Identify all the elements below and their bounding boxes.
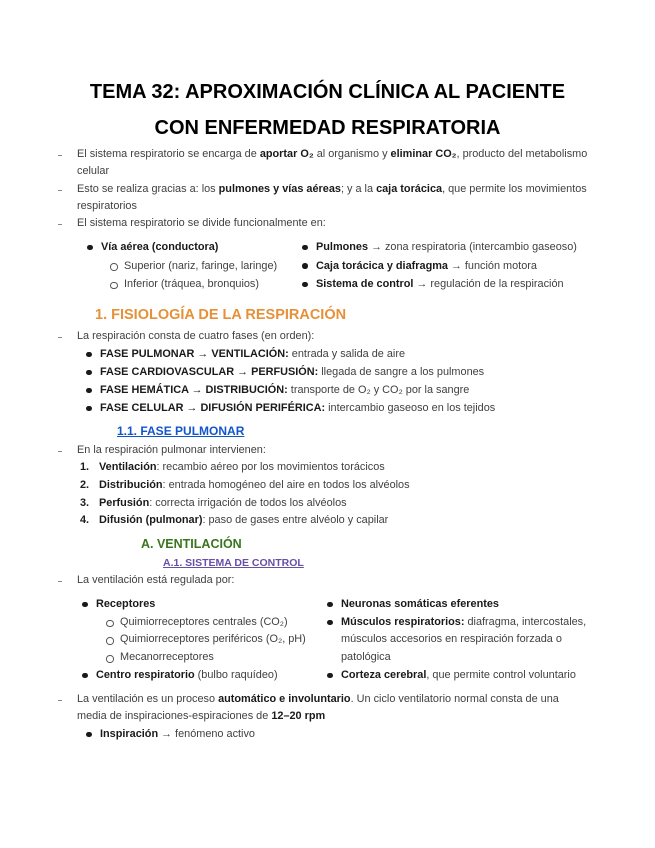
airway-sublist xyxy=(110,257,297,294)
bold-term: eliminar CO₂ xyxy=(390,148,457,160)
list-text: (bulbo raquídeo) xyxy=(194,668,278,681)
intro-list xyxy=(0,146,655,232)
list-item-step xyxy=(80,495,600,513)
subsection-heading-ventilation: A. VENTILACIÓN xyxy=(141,537,242,551)
list-text: , que permite control voluntario xyxy=(426,668,576,681)
phases-intro xyxy=(0,328,604,345)
list-text: intercambio gaseoso en los tejidos xyxy=(325,402,496,415)
list-item-phase xyxy=(86,345,606,363)
pulmonary-intro xyxy=(0,442,604,459)
list-text: → zona respiratoria (intercambio gaseoso) xyxy=(368,241,577,253)
intro-item-division xyxy=(0,215,604,232)
list-item-respiratory-center xyxy=(82,667,322,685)
bold-term: FASE CELULAR → DIFUSIÓN PERIFÉRICA: xyxy=(100,402,326,415)
bold-term: Difusión (pulmonar) xyxy=(99,514,203,527)
intro-text: El sistema respiratorio se divide funcionalmente en: xyxy=(77,217,326,229)
title-line-2: CON ENFERMEDAD RESPIRATORIA xyxy=(154,117,501,139)
section-heading-physiology: 1. FISIOLOGÍA DE LA RESPIRACIÓN xyxy=(95,307,347,323)
control-two-column-list xyxy=(0,596,655,686)
step-number: 2. xyxy=(80,478,90,491)
list-item-lower-airway xyxy=(110,275,297,294)
intro-text: , que permite los movimientos respiratorios xyxy=(77,182,587,212)
functional-divisions-list xyxy=(0,238,655,294)
list-item-step xyxy=(80,477,600,495)
list-item-phase xyxy=(86,399,606,417)
list-item-inspiration xyxy=(86,726,586,744)
list-item-central-chemoreceptors xyxy=(106,614,322,632)
list-item-respiratory-muscles xyxy=(327,614,599,667)
bold-term: Sistema de control xyxy=(316,278,414,290)
list-item-thoracic-cage xyxy=(302,257,602,276)
respiration-phases-section xyxy=(0,328,655,417)
list-item-step xyxy=(80,512,600,530)
list-text: llegada de sangre a los pulmones xyxy=(318,366,485,379)
step-number: 4. xyxy=(80,514,90,527)
subsection-heading-control-system: A.1. SISTEMA DE CONTROL xyxy=(163,557,304,569)
ventilation-intro xyxy=(0,572,604,589)
bold-term: Neuronas somáticas eferentes xyxy=(341,597,499,610)
list-item-cerebral-cortex xyxy=(327,667,599,685)
title-line-1: TEMA 32: APROXIMACIÓN CLÍNICA AL PACIENTE xyxy=(89,81,566,103)
divisions-left-list xyxy=(87,238,297,294)
bold-term: automático e involuntario xyxy=(218,693,351,705)
list-item-mechanoreceptors xyxy=(106,649,322,667)
pulmonary-steps-list xyxy=(80,459,600,530)
document-title xyxy=(0,74,655,146)
intro-text: La respiración consta de cuatro fases (en orden): xyxy=(77,330,315,342)
step-number: 1. xyxy=(80,461,90,474)
subsection-heading-pulmonary-phase: 1.1. FASE PULMONAR xyxy=(117,424,245,438)
bold-term: pulmones y vías aéreas xyxy=(218,182,341,195)
list-item-control-system xyxy=(302,275,602,294)
list-item-airway xyxy=(87,238,297,294)
list-item-lungs xyxy=(302,238,602,257)
list-item-upper-airway xyxy=(110,257,297,276)
list-text: entrada y salida de aire xyxy=(288,348,406,361)
sublist-text: Quimiorreceptores periféricos (O₂, pH) xyxy=(120,633,306,646)
bold-term: FASE HEMÁTICA → DISTRIBUCIÓN: xyxy=(100,384,288,397)
cycle-paragraph xyxy=(0,691,574,726)
ventilation-control-section xyxy=(0,572,655,686)
list-text: → fenómeno activo xyxy=(158,727,255,740)
control-right-column xyxy=(327,596,599,685)
bold-term: Perfusión xyxy=(99,496,150,509)
list-item-step xyxy=(80,459,600,477)
bold-term: Inspiración xyxy=(100,727,159,740)
bold-term: aportar O₂ xyxy=(259,148,314,160)
list-text: : correcta irrigación de todos los alvéolos xyxy=(149,496,347,509)
list-item-phase xyxy=(86,381,606,399)
intro-text: En la respiración pulmonar intervienen: xyxy=(77,444,266,456)
cycle-text: . Un ciclo ventilatorio normal consta de una media de inspiraciones-espiraciones de xyxy=(77,693,559,723)
bold-term: Caja torácica y diafragma xyxy=(316,259,448,272)
list-item-phase xyxy=(86,363,606,381)
inspiration-list xyxy=(86,726,586,744)
bold-term: Corteza cerebral xyxy=(341,668,427,681)
list-text: : recambio aéreo por los movimientos torácicos xyxy=(156,461,385,474)
intro-item-function xyxy=(0,146,604,181)
sublist-text: Superior (nariz, faringe, laringe) xyxy=(124,259,278,272)
list-text: : paso de gases entre alvéolo y capilar xyxy=(202,514,389,527)
intro-text: El sistema respiratorio se encarga de xyxy=(77,148,260,160)
divisions-right-column xyxy=(302,238,602,294)
sublist-text: Mecanorreceptores xyxy=(120,651,214,663)
bold-term: Pulmones xyxy=(316,241,369,253)
intro-item-structures xyxy=(0,181,604,216)
control-left-column xyxy=(82,596,322,685)
list-text: → regulación de la respiración xyxy=(413,278,564,290)
intro-text: La ventilación está regulada por: xyxy=(77,574,235,586)
bold-term: caja torácica xyxy=(376,182,443,195)
receptors-sublist xyxy=(106,614,322,667)
ventilatory-cycle-section xyxy=(0,691,655,743)
sublist-text: Quimiorreceptores centrales (CO₂) xyxy=(120,615,288,628)
cycle-text: La ventilación es un proceso xyxy=(77,693,219,705)
list-text: → función motora xyxy=(447,259,537,272)
pulmonary-phase-section xyxy=(0,442,655,530)
step-number: 3. xyxy=(80,496,90,509)
list-item-receptors xyxy=(82,596,322,667)
list-item-efferent-neurons xyxy=(327,596,599,614)
divisions-left-column xyxy=(87,238,297,294)
control-right-list xyxy=(327,596,599,685)
intro-text: Esto se realiza gracias a: los xyxy=(77,182,219,195)
bold-term: FASE CARDIOVASCULAR → PERFUSIÓN: xyxy=(100,366,319,379)
bold-term: Músculos respiratorios: xyxy=(341,615,465,628)
phases-list xyxy=(86,345,606,417)
list-text: transporte de O₂ y CO₂ por la sangre xyxy=(287,384,470,397)
bold-term: Distribución xyxy=(99,478,163,491)
list-text: : entrada homogéneo del aire en todos los alvéolos xyxy=(162,478,410,491)
bold-term: Centro respiratorio xyxy=(96,668,195,681)
bold-term: Ventilación xyxy=(99,461,157,474)
bold-term: 12–20 rpm xyxy=(271,710,326,723)
sublist-text: Inferior (tráquea, bronquios) xyxy=(124,278,259,290)
bold-term: FASE PULMONAR → VENTILACIÓN: xyxy=(100,348,289,361)
intro-text: al organismo y xyxy=(313,148,391,160)
bold-term: Receptores xyxy=(96,597,156,610)
divisions-right-list xyxy=(302,238,602,294)
list-item-peripheral-chemoreceptors xyxy=(106,631,322,649)
bold-term: Vía aérea (conductora) xyxy=(101,241,219,253)
control-left-list xyxy=(82,596,322,685)
intro-text: , producto del metabolismo celular xyxy=(77,148,588,178)
list-text: diafragma, intercostales, músculos accesorios en respiración forzada o patológica xyxy=(341,615,587,663)
intro-text: ; y a la xyxy=(340,182,377,195)
